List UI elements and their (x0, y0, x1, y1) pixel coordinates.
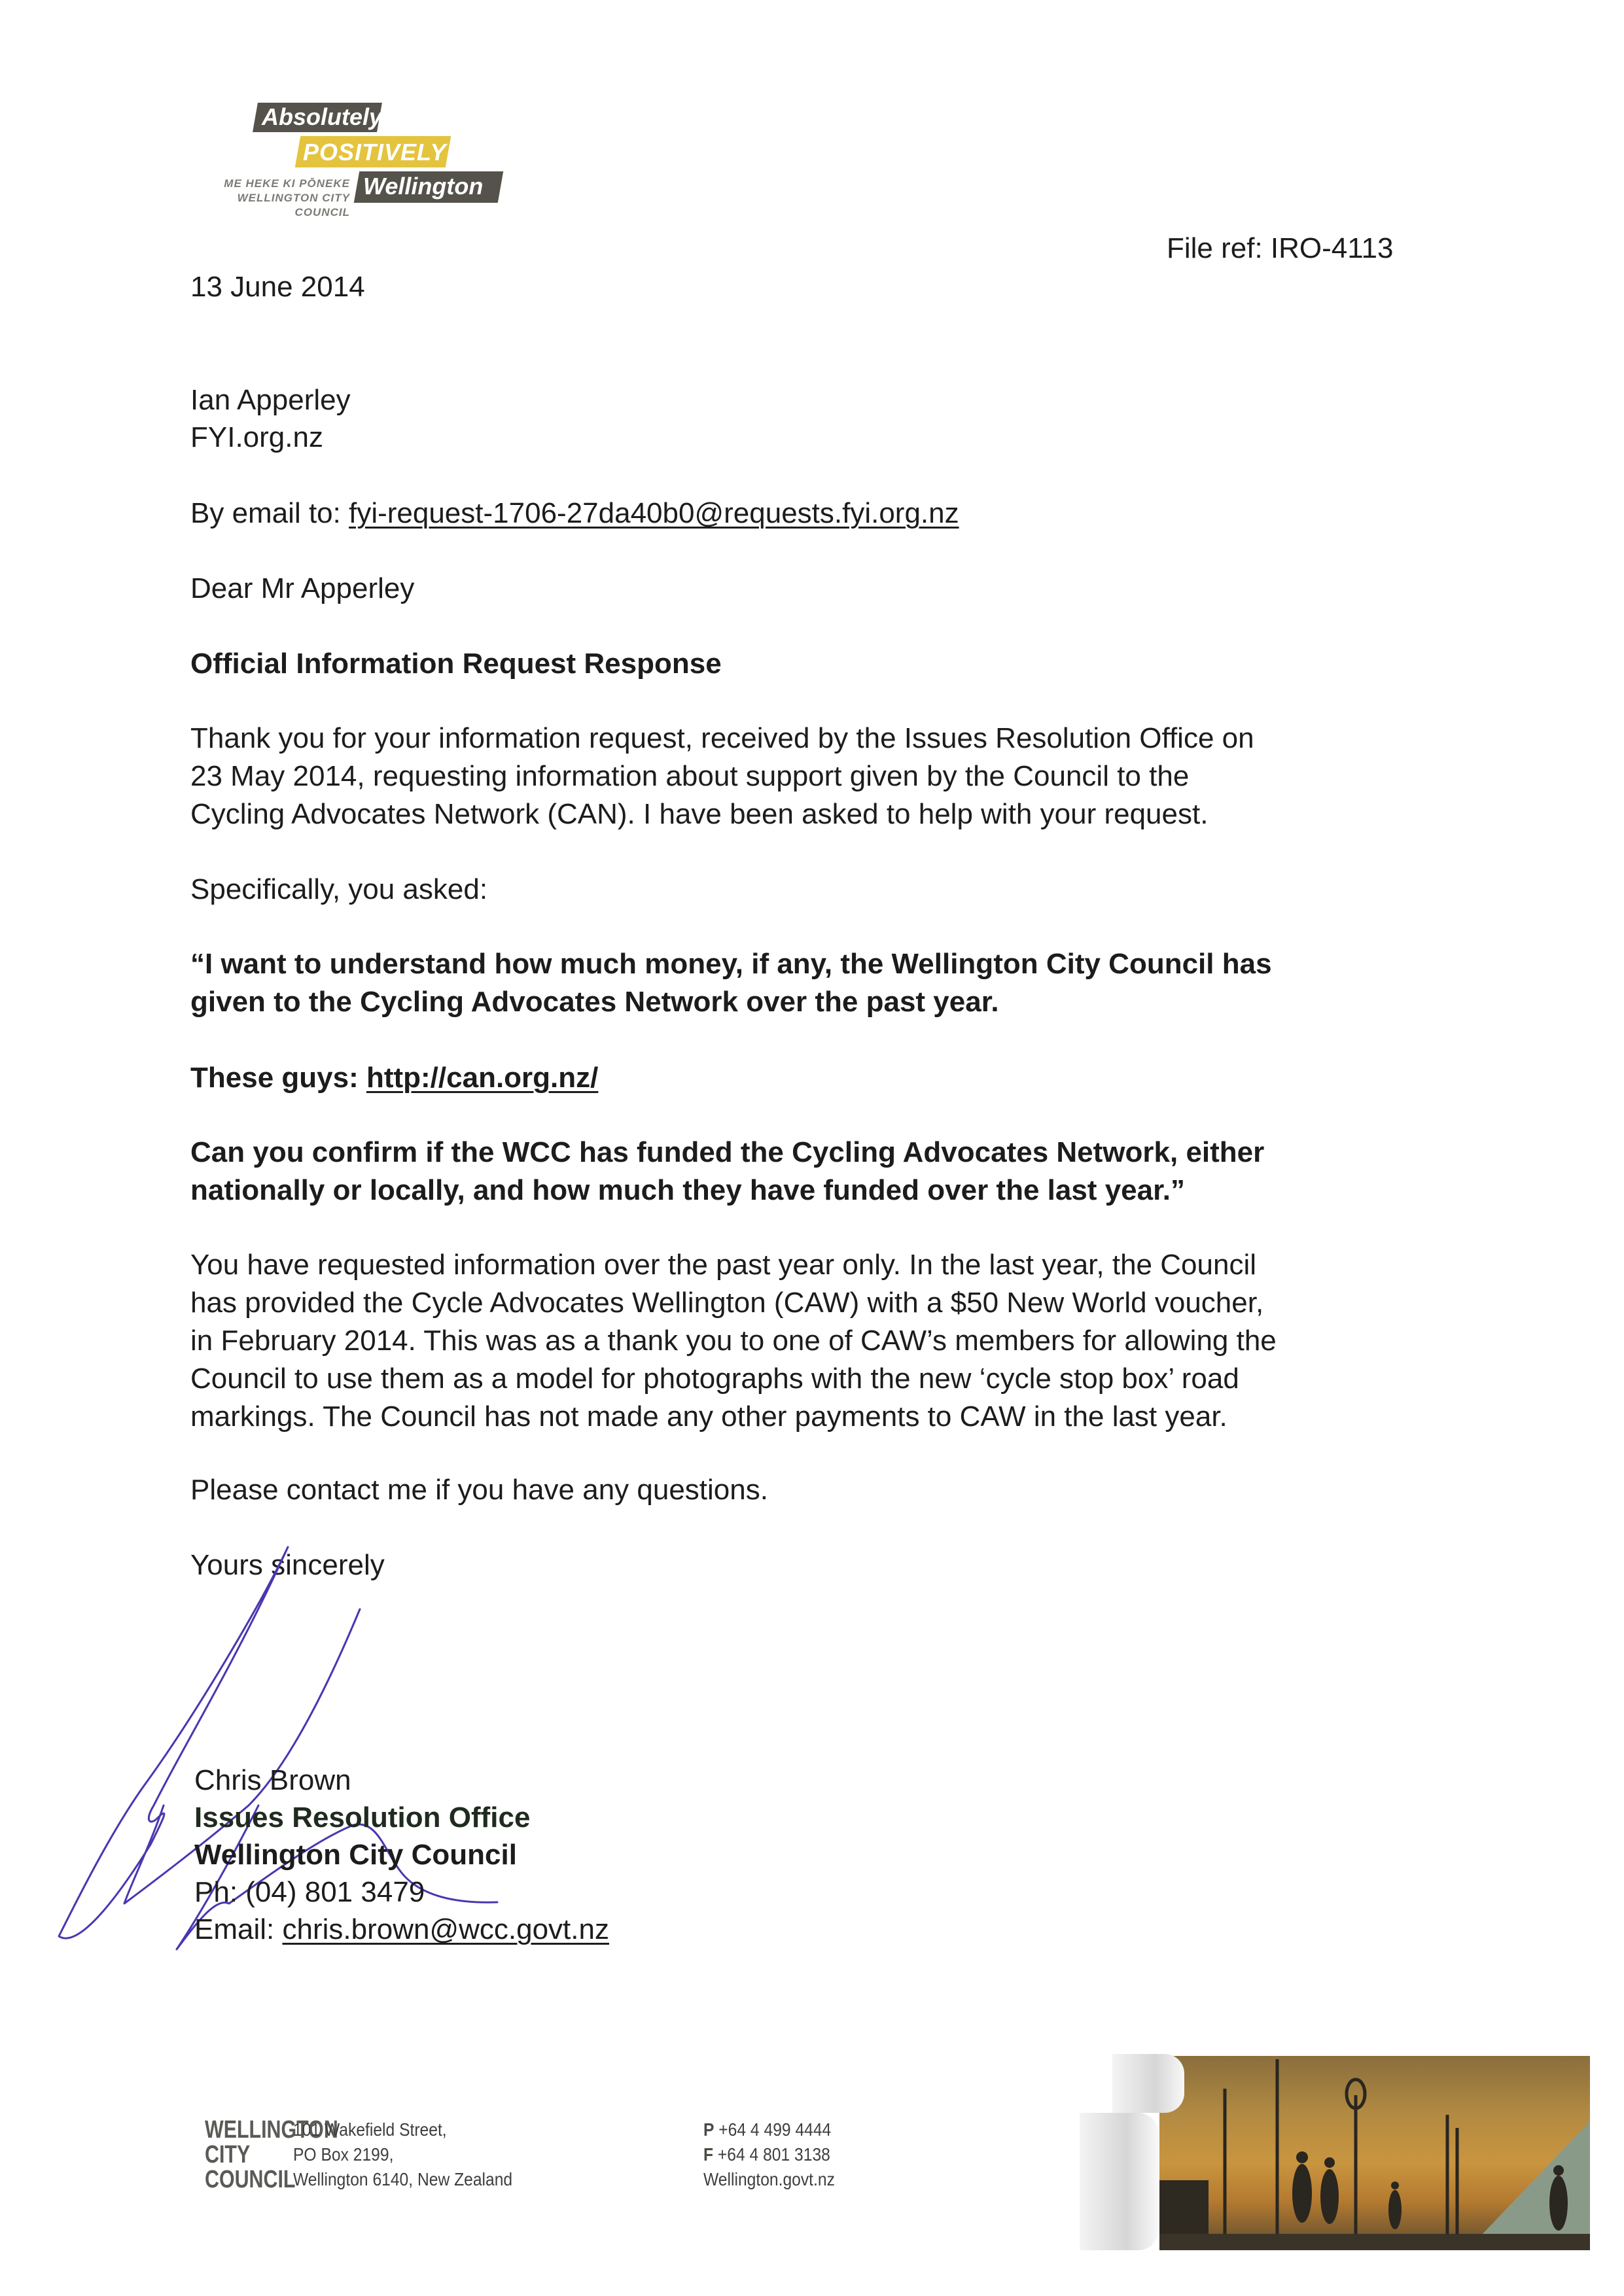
page-curl-top (1112, 2054, 1184, 2113)
wordmark-line: CITY (205, 2141, 251, 2168)
quote-line: given to the Cycling Advocates Network over the past year. (190, 986, 999, 1018)
wordmark-line: WELLINGTON (205, 2116, 338, 2144)
quoted-request-1 (190, 945, 1272, 1021)
address-line: 101 Wakefield Street, (293, 2119, 447, 2140)
paragraph-line: markings. The Council has not made any other payments to CAW in the last year. (190, 1400, 1227, 1433)
paragraph-line: has provided the Cycle Advocates Wellington (CAW) with a $50 New World voucher, (190, 1287, 1264, 1319)
signatory-email-link[interactable]: chris.brown@wcc.govt.nz (282, 1913, 609, 1945)
paragraph-line: Thank you for your information request, received by the Issues Resolution Office on (190, 722, 1254, 754)
silhouette-figures-icon (1159, 2056, 1590, 2250)
footer-contacts (703, 2117, 835, 2192)
footer-fax (703, 2142, 835, 2167)
response-paragraph (190, 1246, 1277, 1436)
recipient-email-line (190, 495, 959, 532)
specifically-asked: Specifically, you asked: (190, 873, 488, 905)
quoted-request-3 (190, 1134, 1264, 1209)
these-guys-label: These guys: (190, 1062, 366, 1094)
logo-maori-name: ME HEKE KI PŌNEKE (224, 177, 350, 190)
recipient-name: Ian Apperley (190, 384, 351, 416)
fax-number: +64 4 801 3138 (717, 2144, 830, 2165)
salutation: Dear Mr Apperley (190, 572, 415, 604)
bridge-sunset-image (1159, 2056, 1590, 2250)
letter-date: 13 June 2014 (190, 271, 365, 303)
signatory-council: Wellington City Council (194, 1839, 517, 1871)
contact-invitation: Please contact me if you have any questions. (190, 1474, 768, 1506)
phone-number: +64 4 499 4444 (718, 2119, 832, 2140)
subject-heading: Official Information Request Response (190, 648, 722, 680)
can-website-link[interactable]: http://can.org.nz/ (366, 1062, 599, 1094)
phone-label: P (703, 2119, 715, 2140)
fax-label: F (703, 2144, 714, 2165)
quote-line: “I want to understand how much money, if any, the Wellington City Council has (190, 948, 1272, 980)
logo-text-wellington: Wellington (363, 173, 484, 200)
logo-text-positively: POSITIVELY (303, 139, 447, 165)
footer-address (293, 2117, 512, 2192)
quoted-request-2 (190, 1059, 598, 1097)
intro-paragraph (190, 720, 1254, 833)
address-line: Wellington 6140, New Zealand (293, 2169, 513, 2189)
logo-subtitle (190, 177, 350, 220)
paragraph-line: Cycling Advocates Network (CAN). I have been asked to help with your request. (190, 798, 1209, 830)
paragraph-line: in February 2014. This was as a thank you to one of CAW’s members for allowing the (190, 1325, 1277, 1357)
signatory-email-line (194, 1911, 609, 1949)
page-curl-bottom (1080, 2113, 1158, 2250)
paragraph-line: Council to use them as a model for photographs with the new ‘cycle stop box’ road (190, 1363, 1239, 1395)
signatory-name: Chris Brown (194, 1764, 351, 1796)
logo-text-absolutely: Absolutely (262, 103, 383, 130)
footer-photo (1060, 2015, 1603, 2263)
signatory-phone: Ph: (04) 801 3479 (194, 1876, 425, 1908)
by-email-label: By email to: (190, 497, 349, 529)
file-reference: File ref: IRO-4113 (1167, 232, 1394, 264)
quote-line: Can you confirm if the WCC has funded the Cycling Advocates Network, either (190, 1136, 1265, 1168)
wordmark-line: COUNCIL (205, 2166, 296, 2193)
recipient-org: FYI.org.nz (190, 421, 323, 453)
paragraph-line: 23 May 2014, requesting information about support given by the Council to the (190, 760, 1190, 792)
email-label: Email: (194, 1913, 283, 1945)
address-line: PO Box 2199, (293, 2144, 394, 2165)
footer-phone (703, 2117, 835, 2142)
signatory-office: Issues Resolution Office (194, 1801, 531, 1834)
paragraph-line: You have requested information over the past year only. In the last year, the Council (190, 1249, 1256, 1281)
recipient-email-link[interactable]: fyi-request-1706-27da40b0@requests.fyi.org.nz (349, 497, 959, 529)
closing: Yours sincerely (190, 1549, 385, 1581)
quote-line: nationally or locally, and how much they have funded over the last year.” (190, 1174, 1186, 1206)
footer-website: Wellington.govt.nz (703, 2169, 835, 2189)
logo-council-name: WELLINGTON CITY COUNCIL (237, 192, 350, 218)
